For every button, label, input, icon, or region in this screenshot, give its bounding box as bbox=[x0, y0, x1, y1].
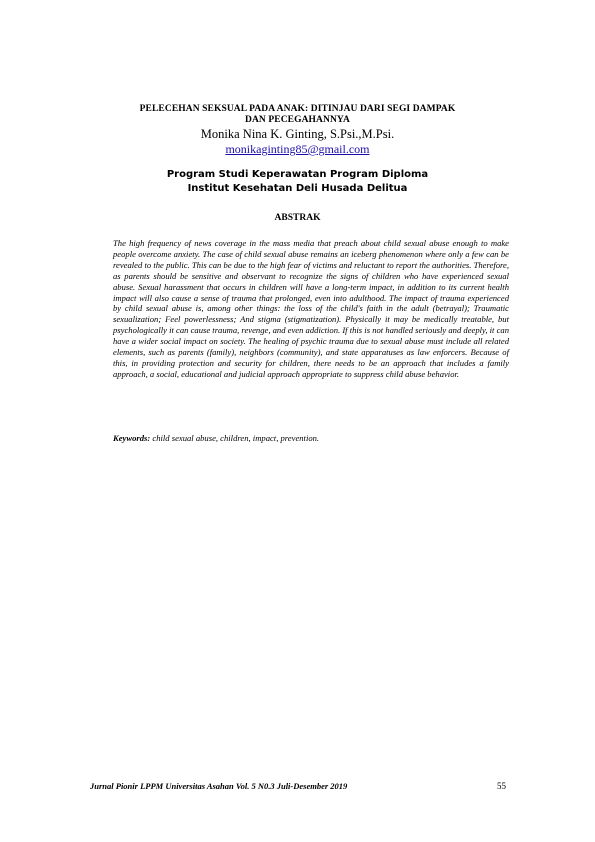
institution-line-1: Program Studi Keperawatan Program Diploma bbox=[166, 169, 429, 180]
journal-footer: Jurnal Pionir LPPM Universitas Asahan Vol. 5 N0.3 Juli-Desember 2019 bbox=[90, 781, 348, 791]
title-line-1: PELECEHAN SEKSUAL PADA ANAK: DITINJAU DARI SEGI DAMPAK bbox=[139, 104, 456, 114]
title-line-2: DAN PECEGAHANNYA bbox=[245, 115, 350, 125]
article-title bbox=[0, 104, 595, 126]
institution bbox=[0, 168, 595, 195]
abstract-body: The high frequency of news coverage in the mass media that preach about child sexual abuse enough to make people overcome anxiety. The case of child sexual abuse remains an iceberg phenomenon where only a few can be revealed to the public. This can be due to the high fear of victims and reluctant to report the authorities. Therefore, as parents should be sensitive and observant to recognize the signs of children who have experienced sexual abuse. Sexual harassment that occurs in children will have a long-term impact, in addition to its current health impact will also cause a sense of trauma that prolonged, even into adulthood. The impact of trauma experienced by child sexual abuse is, among other things: the loss of the child's faith in the adult (betrayal); Traumatic sexualization; Feel powerlessness; And stigma (stigmatization). Physically it may be medically treatable, but psychologically it can cause trauma, revenge, and even addiction. If this is not handled seriously and deeply, it can have a wider social impact on society. The healing of psychic trauma due to sexual abuse must include all related elements, such as parents (family), neighbors (community), and state apparatuses as law enforcers. Because of this, in providing protection and security for children, there needs to be an approach that includes a family approach, a social, educational and judicial approach appropriate to suppress child abuse behavior. bbox=[113, 238, 509, 379]
author-email-link[interactable]: monikaginting85@gmail.com bbox=[225, 142, 370, 156]
page-number: 55 bbox=[497, 781, 506, 791]
institution-line-2: Institut Kesehatan Deli Husada Delitua bbox=[187, 182, 408, 194]
keywords-label: Keywords: bbox=[113, 433, 151, 443]
keywords bbox=[113, 433, 509, 444]
keywords-text: child sexual abuse, children, impact, prevention. bbox=[152, 433, 320, 443]
abstract-heading: ABSTRAK bbox=[274, 213, 321, 223]
author-name: Monika Nina K. Ginting, S.Psi.,M.Psi. bbox=[200, 127, 395, 141]
